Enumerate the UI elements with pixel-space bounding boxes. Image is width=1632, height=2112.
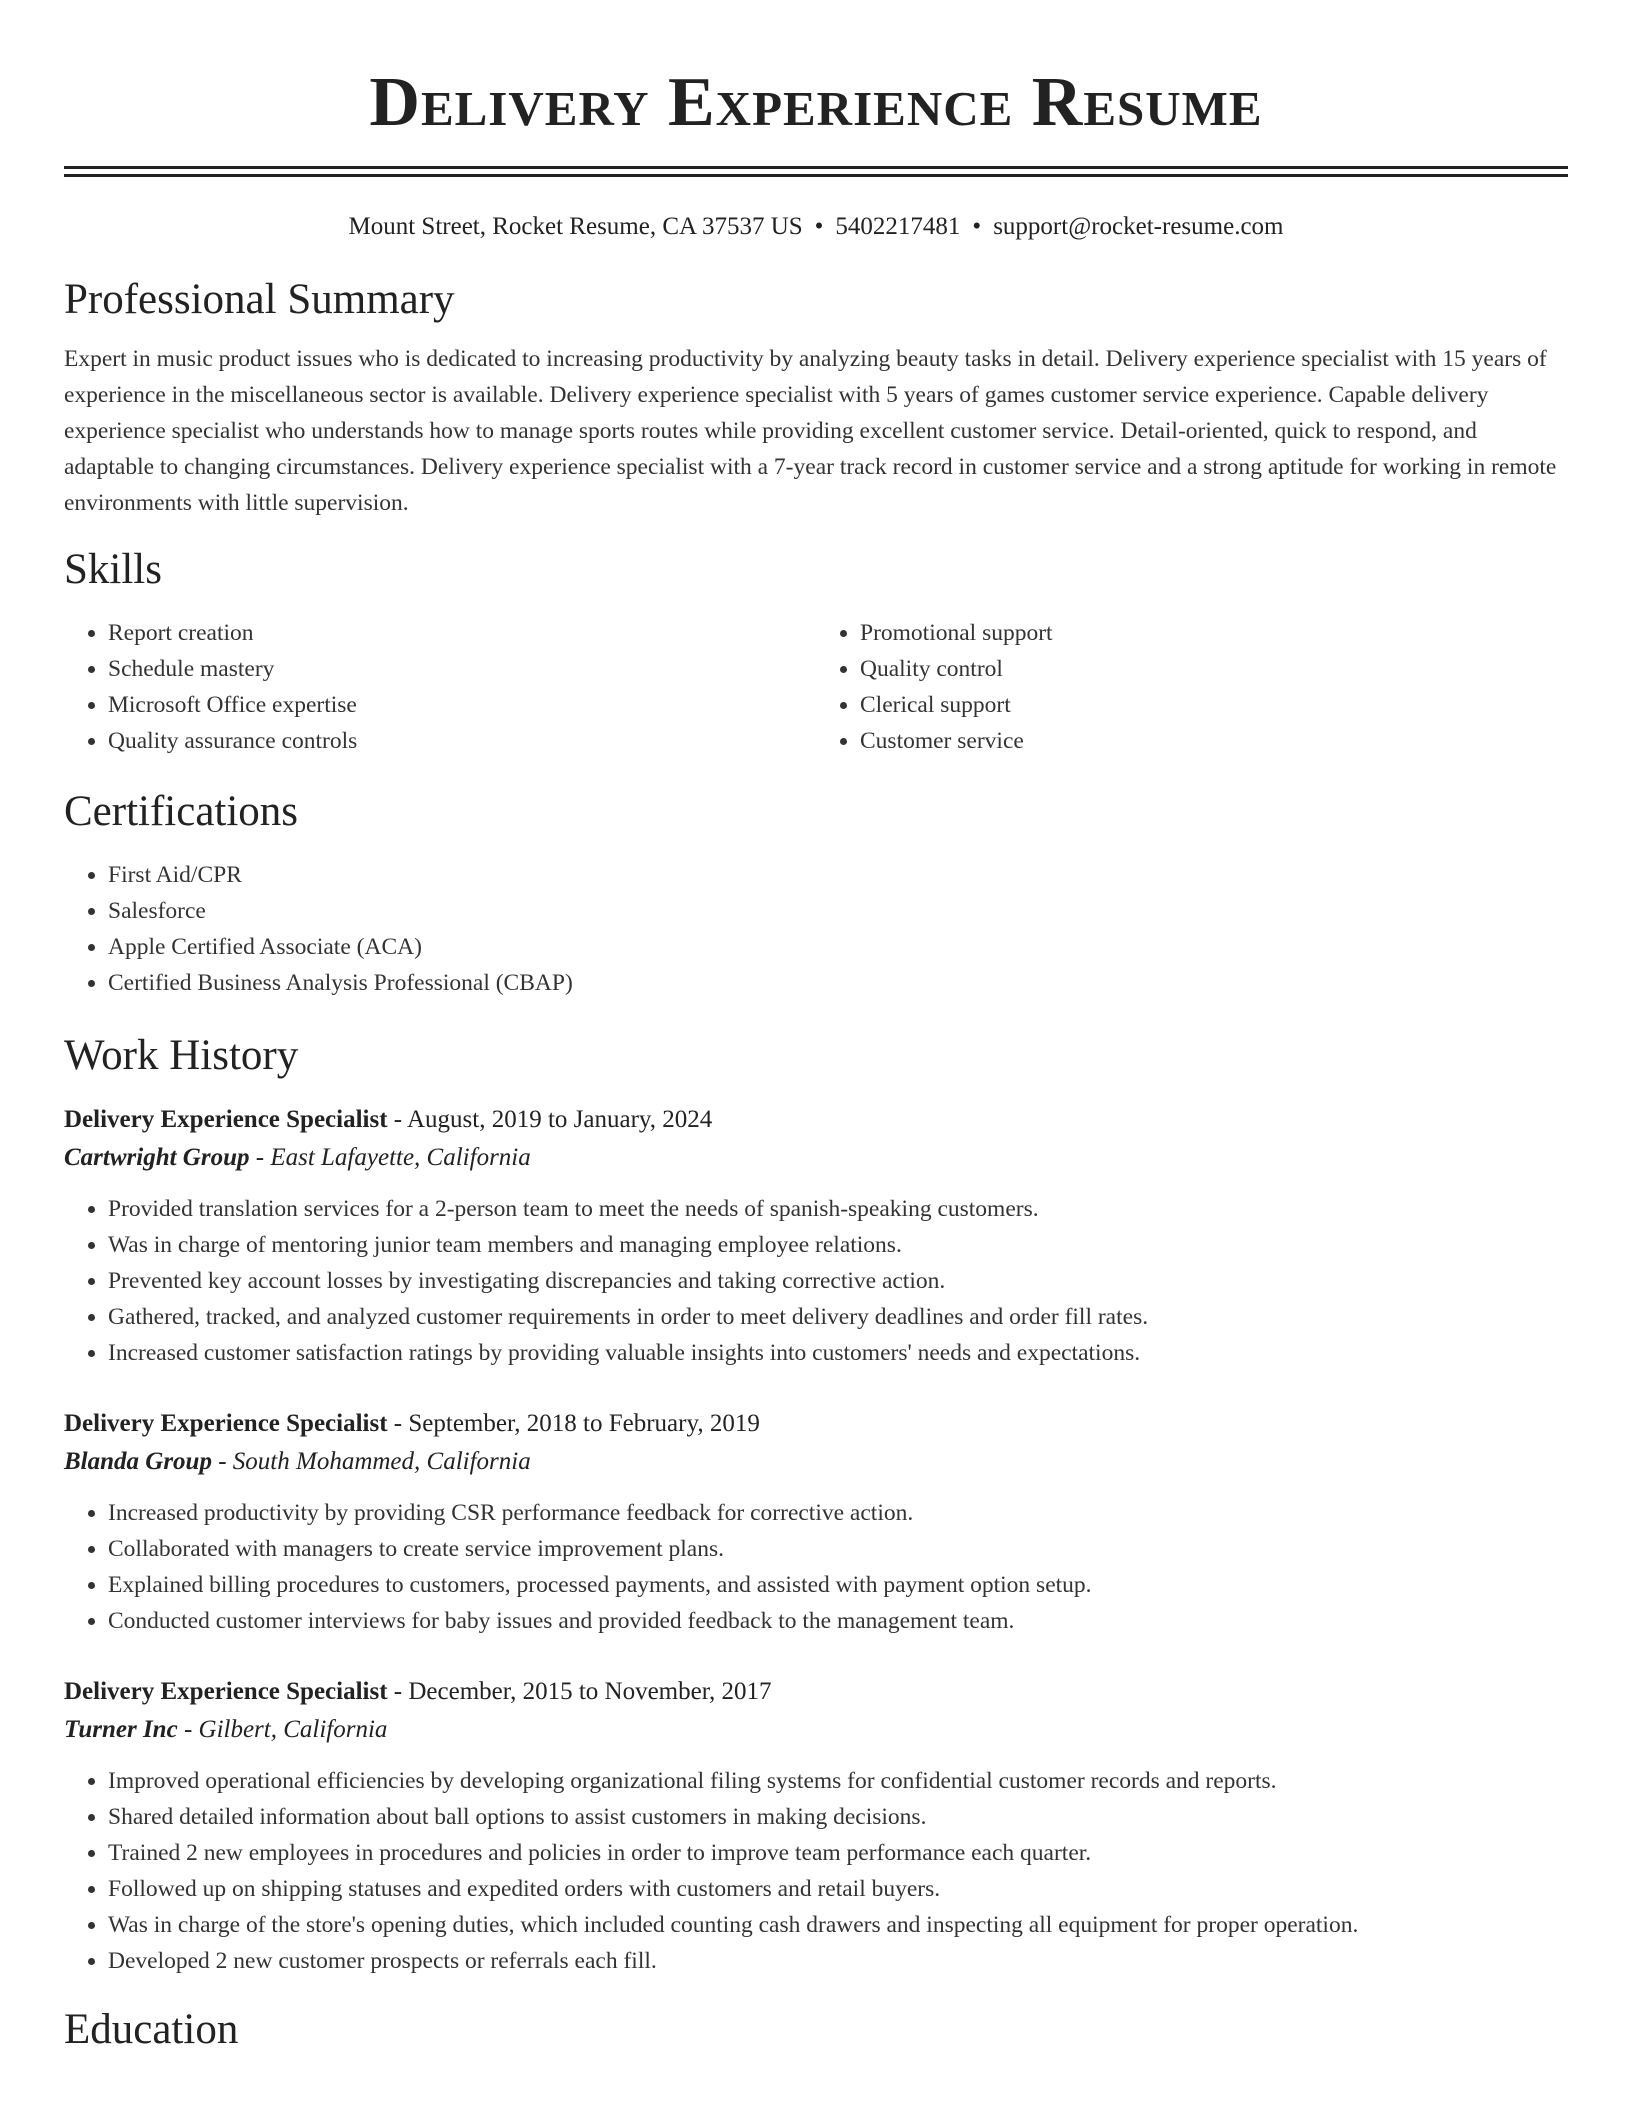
job-title-line xyxy=(64,1405,1568,1443)
skills-heading: Skills xyxy=(64,546,162,593)
job-duty: • Explained billing procedures to customers, processed payments, and assisted with payment option setup. xyxy=(108,1567,1568,1603)
job-duty: • Was in charge of the store's opening duties, which included counting cash drawers and inspecting all equipment for proper operation. xyxy=(108,1907,1568,1943)
job-location: - Gilbert, California xyxy=(177,1716,388,1743)
job-duty: • Provided translation services for a 2-person team to meet the needs of spanish-speaking customers. xyxy=(108,1191,1568,1227)
summary-heading: Professional Summary xyxy=(64,276,455,323)
skills-grid xyxy=(64,615,1568,759)
skill-item: • Quality control xyxy=(860,651,1568,687)
skill-item: • Clerical support xyxy=(860,687,1568,723)
job-duty: • Increased customer satisfaction ratings by providing valuable insights into customers' needs and expectations. xyxy=(108,1335,1568,1371)
work-history-heading: Work History xyxy=(64,1032,299,1079)
title-divider xyxy=(64,166,1568,177)
job-location: - East Lafayette, California xyxy=(249,1144,531,1171)
job-company: Turner Inc xyxy=(64,1716,178,1743)
job-duty: • Prevented key account losses by investigating discrepancies and taking corrective action. xyxy=(108,1263,1568,1299)
contact-separator: • xyxy=(972,213,982,240)
job-company: Cartwright Group xyxy=(64,1144,250,1171)
contact-address: Mount Street, Rocket Resume, CA 37537 US xyxy=(348,213,803,240)
job-duty: • Followed up on shipping statuses and expedited orders with customers and retail buyers. xyxy=(108,1871,1568,1907)
job-dates: - August, 2019 to January, 2024 xyxy=(387,1106,713,1133)
certification-item: • Certified Business Analysis Professional (CBAP) xyxy=(108,965,1568,1001)
job-duties-list xyxy=(64,1191,1568,1371)
job-company-line xyxy=(64,1711,1568,1749)
job-company-line xyxy=(64,1443,1568,1481)
job-duties-list xyxy=(64,1763,1568,1979)
job-location: - South Mohammed, California xyxy=(211,1448,531,1475)
certifications-list xyxy=(64,857,1568,1001)
certification-item: • First Aid/CPR xyxy=(108,857,1568,893)
skill-item: • Promotional support xyxy=(860,615,1568,651)
job-duty: • Trained 2 new employees in procedures and policies in order to improve team performance each quarter. xyxy=(108,1835,1568,1871)
certifications-heading: Certifications xyxy=(64,788,299,835)
skill-item: • Customer service xyxy=(860,723,1568,759)
education-heading: Education xyxy=(64,2006,239,2053)
skill-item: • Microsoft Office expertise xyxy=(108,687,816,723)
resume-title: Delivery Experience Resume xyxy=(369,64,1263,141)
job-company-line xyxy=(64,1139,1568,1177)
job-duty: • Developed 2 new customer prospects or referrals each fill. xyxy=(108,1943,1568,1979)
summary-text: Expert in music product issues who is dedicated to increasing productivity by analyzing beauty tasks in detail. Delivery experience specialist with 15 years of experience in the miscellaneous sector is available. Delivery experience specialist with 5 years of games customer service experience. Capable delivery experience specialist who understands how to manage sports routes while providing excellent customer service. Detail-oriented, quick to respond, and adaptable to changing circumstances. Delivery experience specialist with a 7-year track record in customer service and a strong aptitude for working in remote environments with little supervision. xyxy=(64,346,1557,516)
skills-right-list xyxy=(816,615,1568,759)
certification-item: • Salesforce xyxy=(108,893,1568,929)
job-duty: • Collaborated with managers to create service improvement plans. xyxy=(108,1531,1568,1567)
job-duties-list xyxy=(64,1495,1568,1639)
job-entry xyxy=(64,1405,1568,1639)
contact-separator: • xyxy=(814,213,824,240)
job-company: Blanda Group xyxy=(64,1448,212,1475)
contact-line xyxy=(64,211,1568,243)
contact-email: support@rocket-resume.com xyxy=(993,213,1284,240)
job-dates: - December, 2015 to November, 2017 xyxy=(387,1678,772,1705)
skills-left-list xyxy=(64,615,816,759)
job-title-line xyxy=(64,1101,1568,1139)
job-duty: • Improved operational efficiencies by developing organizational filing systems for confidential customer records and reports. xyxy=(108,1763,1568,1799)
job-title: Delivery Experience Specialist xyxy=(64,1678,388,1705)
job-duty: • Increased productivity by providing CSR performance feedback for corrective action. xyxy=(108,1495,1568,1531)
skill-item: • Schedule mastery xyxy=(108,651,816,687)
job-entry xyxy=(64,1101,1568,1371)
job-duty: • Gathered, tracked, and analyzed customer requirements in order to meet delivery deadlines and order fill rates. xyxy=(108,1299,1568,1335)
job-title-line xyxy=(64,1673,1568,1711)
job-title: Delivery Experience Specialist xyxy=(64,1410,388,1437)
job-duty: • Was in charge of mentoring junior team members and managing employee relations. xyxy=(108,1227,1568,1263)
job-duty: • Conducted customer interviews for baby issues and provided feedback to the management team. xyxy=(108,1603,1568,1639)
job-entry xyxy=(64,1673,1568,1979)
contact-phone: 5402217481 xyxy=(835,213,961,240)
skill-item: • Report creation xyxy=(108,615,816,651)
job-dates: - September, 2018 to February, 2019 xyxy=(387,1410,760,1437)
certification-item: • Apple Certified Associate (ACA) xyxy=(108,929,1568,965)
skill-item: • Quality assurance controls xyxy=(108,723,816,759)
job-title: Delivery Experience Specialist xyxy=(64,1106,388,1133)
job-duty: • Shared detailed information about ball options to assist customers in making decisions. xyxy=(108,1799,1568,1835)
